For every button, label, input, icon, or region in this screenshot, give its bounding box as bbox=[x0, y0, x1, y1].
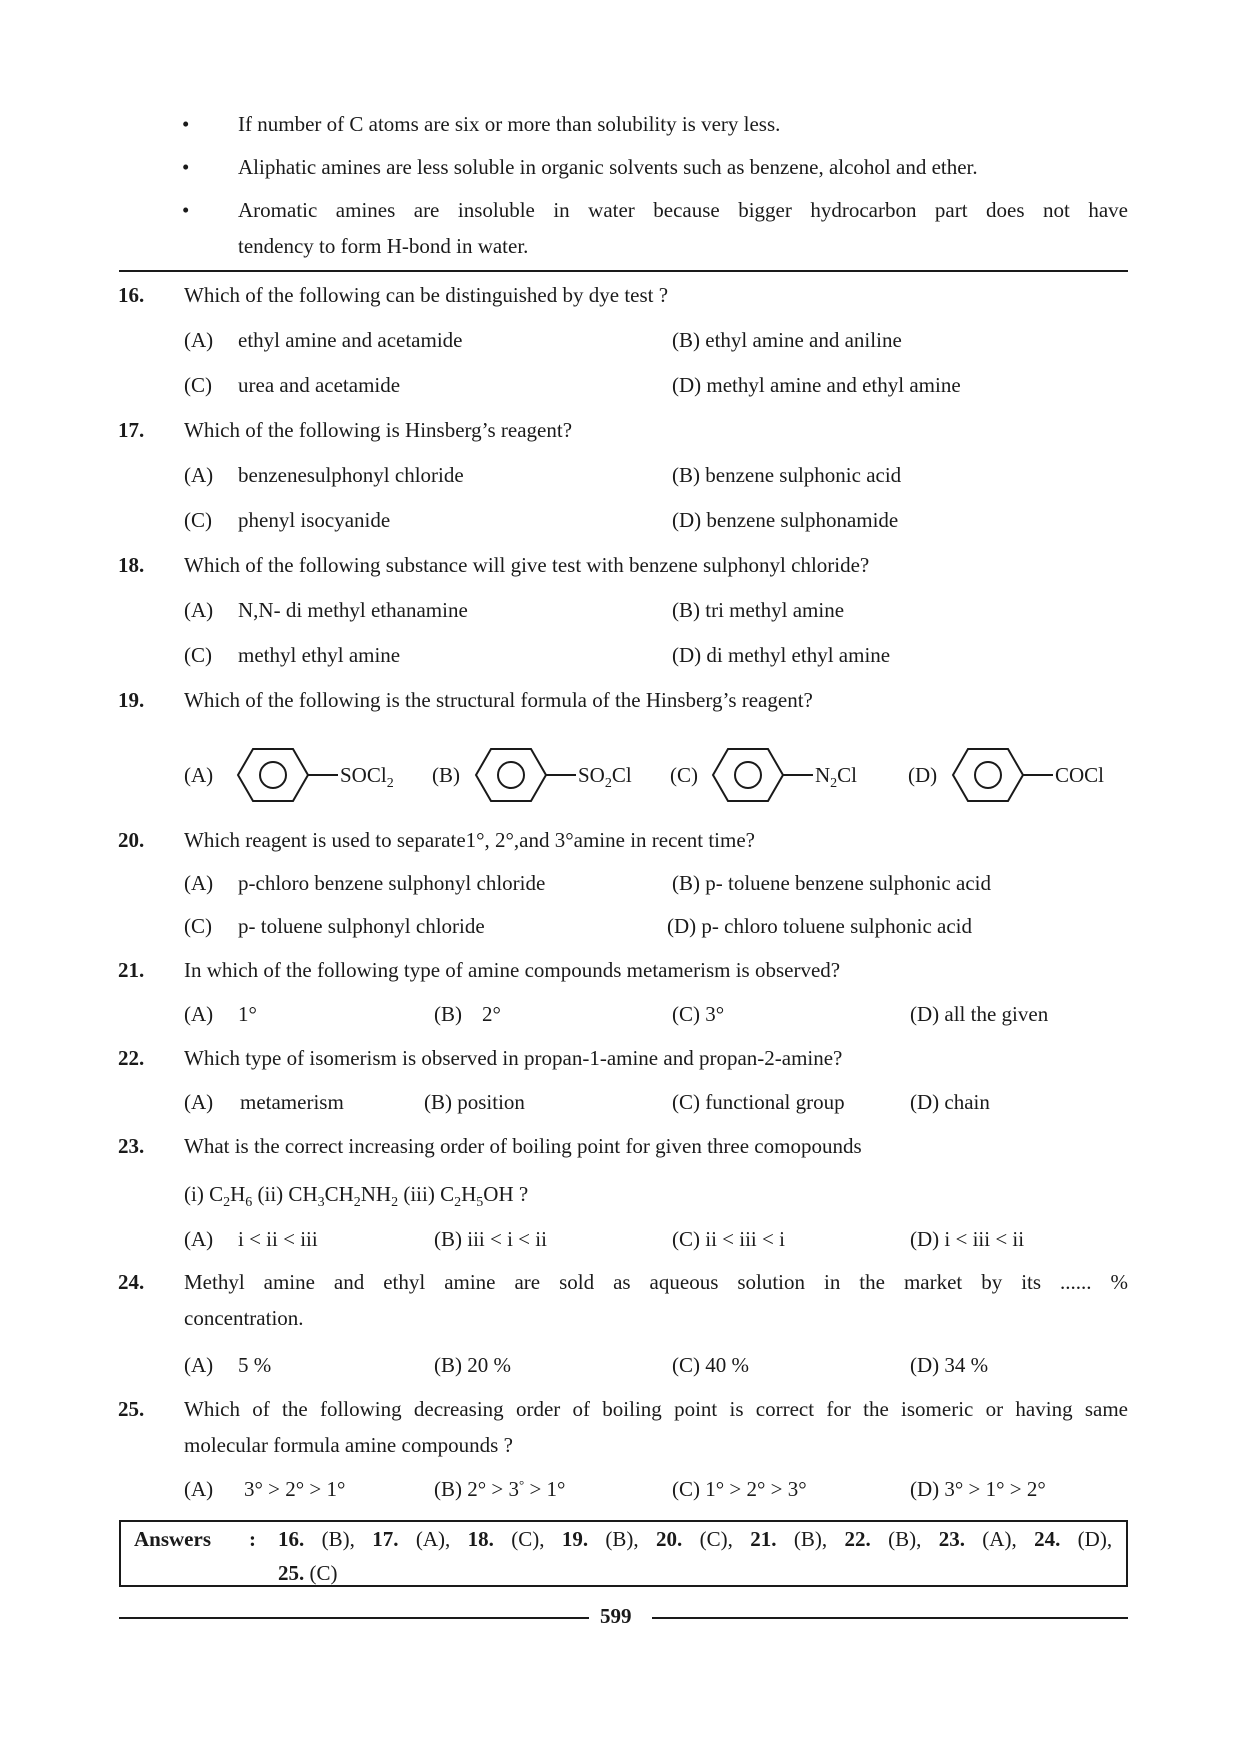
benzene-ring-icon bbox=[951, 746, 1055, 804]
answers-label: Answers bbox=[134, 1527, 211, 1551]
question-number: 21. bbox=[118, 958, 145, 982]
option-text: N,N- di methyl ethanamine bbox=[238, 598, 468, 622]
question-number: 23. bbox=[118, 1134, 145, 1158]
option-label: (A) bbox=[184, 763, 214, 787]
question-number: 25. bbox=[118, 1397, 145, 1421]
question-text: Which type of isomerism is observed in propan-1-amine and propan-2-amine? bbox=[184, 1046, 843, 1070]
option-label: (C) bbox=[184, 914, 212, 938]
question-text-cont: concentration. bbox=[184, 1306, 304, 1330]
substituent-text: $N_2Cl$ bbox=[815, 763, 858, 791]
option-d: (D) methyl amine and ethyl amine bbox=[672, 373, 961, 397]
answer-item: 17. (A), bbox=[372, 1527, 451, 1551]
bullet-icon: • bbox=[182, 198, 190, 222]
question-text: Which of the following is the structural formula of the Hinsberg’s reagent? bbox=[184, 688, 813, 712]
option-label: (A) bbox=[184, 1227, 214, 1251]
answer-item: 23. (A), bbox=[938, 1527, 1017, 1551]
question-number: 19. bbox=[118, 688, 145, 712]
option-text: p- toluene sulphonyl chloride bbox=[238, 914, 485, 938]
option-c: (C) ii < iii < i bbox=[672, 1227, 785, 1251]
option-d: (D) chain bbox=[910, 1090, 990, 1114]
question-text: Which of the following substance will give test with benzene sulphonyl chloride? bbox=[184, 553, 870, 577]
answer-item: 19. (B), bbox=[561, 1527, 639, 1551]
benzene-ring-icon bbox=[236, 746, 340, 804]
option-label: (B) bbox=[434, 1002, 462, 1026]
substituent-text: $SO_2Cl$ bbox=[578, 763, 632, 791]
option-b: (B) position bbox=[424, 1090, 525, 1114]
question-text: Which of the following decreasing order of boiling point is correct for the isomeric or having same bbox=[184, 1397, 1128, 1421]
option-text: metamerism bbox=[240, 1090, 344, 1114]
option-d: (D) all the given bbox=[910, 1002, 1049, 1026]
option-label: (A) bbox=[184, 1477, 214, 1501]
bullet-text: Aliphatic amines are less soluble in organic solvents such as benzene, alcohol and ether. bbox=[238, 155, 978, 179]
option-text: 2° bbox=[482, 1002, 501, 1026]
question-text: Which reagent is used to separate1°, 2°,and 3°amine in recent time? bbox=[184, 828, 755, 852]
option-c: (C) functional group bbox=[672, 1090, 845, 1114]
option-text: phenyl isocyanide bbox=[238, 508, 391, 532]
option-label: (C) bbox=[670, 763, 698, 787]
option-b: (B) 2° > 3° > 1° bbox=[434, 1477, 566, 1501]
option-label: (C) bbox=[184, 643, 212, 667]
answer-item: 18. (C), bbox=[467, 1527, 545, 1551]
option-label: (B) bbox=[432, 763, 460, 787]
option-label: (A) bbox=[184, 1002, 214, 1026]
benzene-ring-icon bbox=[711, 746, 815, 804]
option-text: benzenesulphonyl chloride bbox=[238, 463, 464, 487]
page-number: 599 bbox=[600, 1604, 632, 1628]
footer-rule-right bbox=[652, 1617, 1128, 1619]
option-text: methyl ethyl amine bbox=[238, 643, 401, 667]
bullet-text: Aromatic amines are insoluble in water because bigger hydrocarbon part does not have bbox=[238, 198, 1128, 222]
question-number: 20. bbox=[118, 828, 145, 852]
option-c: (C) 1° > 2° > 3° bbox=[672, 1477, 807, 1501]
option-d: (D) i < iii < ii bbox=[910, 1227, 1025, 1251]
footer-rule-left bbox=[119, 1617, 589, 1619]
question-text: Which of the following can be distinguished by dye test ? bbox=[184, 283, 669, 307]
option-text: i < ii < iii bbox=[238, 1227, 318, 1251]
answer-item: 16. (B), bbox=[278, 1527, 355, 1551]
option-d: (D) di methyl ethyl amine bbox=[672, 643, 891, 667]
option-label: (A) bbox=[184, 1353, 214, 1377]
option-label: (A) bbox=[184, 598, 214, 622]
answers-list bbox=[278, 1527, 1112, 1552]
option-text: 1° bbox=[238, 1002, 257, 1026]
option-label: (C) bbox=[184, 373, 212, 397]
option-c: (C) 3° bbox=[672, 1002, 725, 1026]
option-label: (A) bbox=[184, 463, 214, 487]
bullet-icon: • bbox=[182, 112, 190, 136]
option-label: (A) bbox=[184, 328, 214, 352]
question-number: 18. bbox=[118, 553, 145, 577]
compound-formulas: (i) $C_2H_6$ (ii) $CH_3CH_2NH_2$ (iii) $C_2H_5OH$ ? bbox=[184, 1182, 529, 1210]
option-text: ethyl amine and acetamide bbox=[238, 328, 463, 352]
question-text-cont: molecular formula amine compounds ? bbox=[184, 1433, 513, 1457]
option-label: (D) bbox=[908, 763, 938, 787]
question-number: 16. bbox=[118, 283, 145, 307]
option-d: (D) p- chloro toluene sulphonic acid bbox=[667, 914, 972, 938]
benzene-ring-icon bbox=[474, 746, 578, 804]
option-b: (B) p- toluene benzene sulphonic acid bbox=[672, 871, 991, 895]
option-b: (B) benzene sulphonic acid bbox=[672, 463, 902, 487]
option-b: (B) tri methyl amine bbox=[672, 598, 845, 622]
substituent-text: SOCl$_2$ bbox=[340, 763, 394, 791]
question-number: 22. bbox=[118, 1046, 145, 1070]
answers-colon: : bbox=[249, 1527, 256, 1551]
option-d: (D) 3° > 1° > 2° bbox=[910, 1477, 1046, 1501]
answer-item: 22. (B), bbox=[844, 1527, 922, 1551]
question-text: In which of the following type of amine compounds metamerism is observed? bbox=[184, 958, 841, 982]
answer-item: 20. (C), bbox=[656, 1527, 733, 1551]
option-label: (A) bbox=[184, 871, 214, 895]
section-divider bbox=[119, 270, 1128, 272]
option-c: (C) 40 % bbox=[672, 1353, 749, 1377]
question-text: Methyl amine and ethyl amine are sold as aqueous solution in the market by its ...... % bbox=[184, 1270, 1128, 1294]
option-b: (B) ethyl amine and aniline bbox=[672, 328, 902, 352]
option-label: (A) bbox=[184, 1090, 214, 1114]
option-d: (D) benzene sulphonamide bbox=[672, 508, 899, 532]
bullet-icon: • bbox=[182, 155, 190, 179]
answer-item: 21. (B), bbox=[750, 1527, 828, 1551]
answer-item: 24. (D), bbox=[1034, 1527, 1113, 1551]
option-text: 3° > 2° > 1° bbox=[244, 1477, 346, 1501]
question-text: Which of the following is Hinsberg’s reagent? bbox=[184, 418, 573, 442]
question-number: 24. bbox=[118, 1270, 145, 1294]
answers-list-cont bbox=[278, 1561, 338, 1586]
bullet-text-cont: tendency to form H-bond in water. bbox=[238, 234, 529, 258]
substituent-text: COCl bbox=[1055, 763, 1105, 787]
answer-item: 25. (C) bbox=[278, 1561, 338, 1585]
option-b: (B) iii < i < ii bbox=[434, 1227, 547, 1251]
option-d: (D) 34 % bbox=[910, 1353, 989, 1377]
option-text: urea and acetamide bbox=[238, 373, 401, 397]
bullet-text: If number of C atoms are six or more than solubility is very less. bbox=[238, 112, 781, 136]
option-text: 5 % bbox=[238, 1353, 272, 1377]
question-number: 17. bbox=[118, 418, 145, 442]
question-text: What is the correct increasing order of boiling point for given three comopounds bbox=[184, 1134, 862, 1158]
option-text: p-chloro benzene sulphonyl chloride bbox=[238, 871, 546, 895]
option-label: (C) bbox=[184, 508, 212, 532]
option-b: (B) 20 % bbox=[434, 1353, 511, 1377]
